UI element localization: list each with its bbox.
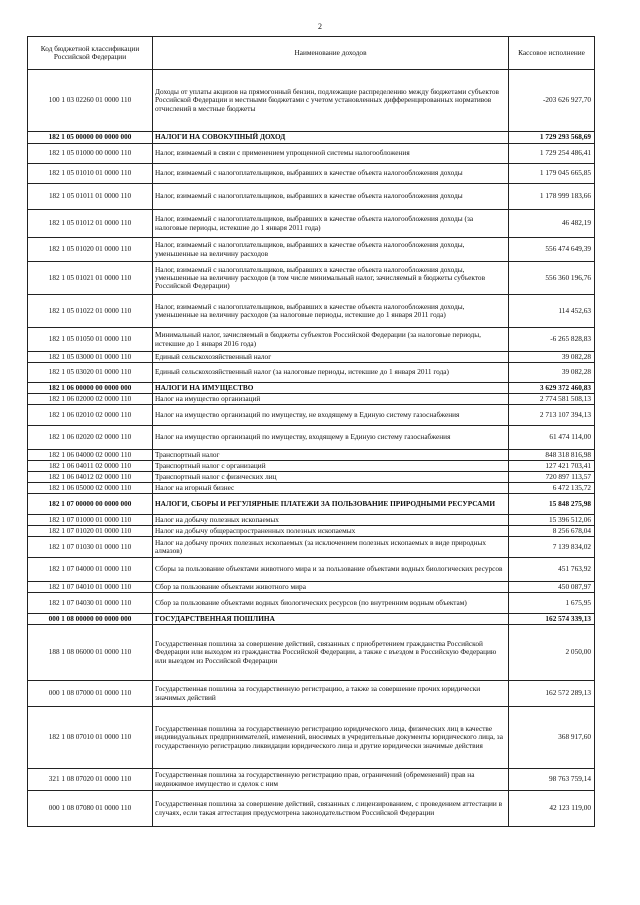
row-amount: 39 082,28: [509, 352, 595, 363]
row-code: 182 1 07 01020 01 0000 110: [28, 526, 153, 537]
row-code: 182 1 06 05000 02 0000 110: [28, 483, 153, 494]
table-row: [28, 625, 595, 681]
row-code: 182 1 05 01021 01 0000 110: [28, 262, 153, 295]
row-amount: 368 917,60: [509, 707, 595, 769]
row-name: Налог на имущество организаций: [153, 394, 509, 405]
table-row: [28, 405, 595, 426]
row-amount: 1 675,95: [509, 593, 595, 614]
row-amount: 1 179 045 665,85: [509, 164, 595, 184]
row-name: Налог, взимаемый с налогоплательщиков, выбравших в качестве объекта налогообложения доходы: [153, 184, 509, 210]
row-amount: 1 729 293 568,69: [509, 132, 595, 144]
row-amount: 15 396 512,06: [509, 515, 595, 526]
row-name: Транспортный налог с физических лиц: [153, 472, 509, 483]
table-row: [28, 537, 595, 558]
table-row: [28, 526, 595, 537]
row-code: 182 1 07 04000 01 0000 110: [28, 558, 153, 582]
row-amount: 1 729 254 486,41: [509, 144, 595, 164]
table-row: [28, 132, 595, 144]
row-name: Налог, взимаемый с налогоплательщиков, выбравших в качестве объекта налогообложения доходы (за налоговые периоды, истекшие до 1 января 2011 года): [153, 210, 509, 238]
table-row: [28, 461, 595, 472]
row-amount: 556 360 196,76: [509, 262, 595, 295]
table-row: [28, 681, 595, 707]
row-name: Сборы за пользование объектами животного мира и за пользование объектами водных биологических ресурсов: [153, 558, 509, 582]
row-name: Государственная пошлина за государственную регистрацию прав, ограничений (обременений) прав на недвижимое имущество и сделок с ним: [153, 769, 509, 791]
table-row: [28, 164, 595, 184]
row-name: Транспортный налог: [153, 450, 509, 461]
table-row: [28, 582, 595, 593]
row-name: Налог, взимаемый с налогоплательщиков, выбравших в качестве объекта налогообложения доходы, уменьшенные на величину расходов: [153, 238, 509, 262]
row-amount: 8 256 678,04: [509, 526, 595, 537]
row-amount: 2 050,00: [509, 625, 595, 681]
row-code: 182 1 05 01000 00 0000 110: [28, 144, 153, 164]
row-amount: 7 139 834,02: [509, 537, 595, 558]
table-row: [28, 614, 595, 625]
row-code: 182 1 07 01000 01 0000 110: [28, 515, 153, 526]
row-amount: 15 848 275,98: [509, 494, 595, 515]
row-amount: 1 178 999 183,66: [509, 184, 595, 210]
row-code: 182 1 07 04030 01 0000 110: [28, 593, 153, 614]
row-code: 182 1 05 01050 01 0000 110: [28, 328, 153, 352]
row-amount: 450 087,97: [509, 582, 595, 593]
page-number: 2: [318, 22, 322, 31]
row-amount: 3 629 372 460,83: [509, 383, 595, 394]
table-row: [28, 426, 595, 450]
row-code: 321 1 08 07020 01 0000 110: [28, 769, 153, 791]
row-code: 182 1 07 01030 01 0000 110: [28, 537, 153, 558]
row-amount: 6 472 135,72: [509, 483, 595, 494]
row-code: 182 1 06 04000 02 0000 110: [28, 450, 153, 461]
header-name: Наименование доходов: [153, 37, 509, 70]
row-code: 182 1 05 01011 01 0000 110: [28, 184, 153, 210]
row-code: 182 1 06 02010 02 0000 110: [28, 405, 153, 426]
row-name: НАЛОГИ НА ИМУЩЕСТВО: [153, 383, 509, 394]
row-name: Налог на имущество организаций по имуществу, входящему в Единую систему газоснабжения: [153, 426, 509, 450]
table-row: [28, 238, 595, 262]
table-row: [28, 184, 595, 210]
row-code: 182 1 06 04012 02 0000 110: [28, 472, 153, 483]
table-row: [28, 328, 595, 352]
row-name: Налог, взимаемый с налогоплательщиков, выбравших в качестве объекта налогообложения доходы, уменьшенные на величину расходов (в том числе минимальный налог, зачисляемый в бюджеты субъектов Российской Федерации): [153, 262, 509, 295]
row-name: Государственная пошлина за совершение действий, связанных с лицензированием, с проведением аттестации в случаях, если такая аттестация предусмотрена законодательством Российской Федерации: [153, 791, 509, 827]
row-name: Государственная пошлина за совершение действий, связанных с приобретением гражданства Российской Федерации или выходом из гражданства Российской Федерации, а также с въездом в Российскую Федерацию или выездом из Российской Федерации: [153, 625, 509, 681]
row-code: 182 1 05 03020 01 0000 110: [28, 363, 153, 383]
row-code: 182 1 06 04011 02 0000 110: [28, 461, 153, 472]
table-row: [28, 515, 595, 526]
row-amount: 61 474 114,00: [509, 426, 595, 450]
row-name: Налог на добычу прочих полезных ископаемых (за исключением полезных ископаемых в виде природных алмазов): [153, 537, 509, 558]
row-amount: 162 572 289,13: [509, 681, 595, 707]
table-header-row: [28, 37, 595, 70]
table-row: [28, 144, 595, 164]
row-code: 182 1 08 07010 01 0000 110: [28, 707, 153, 769]
row-name: ГОСУДАРСТВЕННАЯ ПОШЛИНА: [153, 614, 509, 625]
row-name: Сбор за пользование объектами водных биологических ресурсов (по внутренним водным объектам): [153, 593, 509, 614]
table-row: [28, 295, 595, 328]
table-row: [28, 262, 595, 295]
row-name: Единый сельскохозяйственный налог: [153, 352, 509, 363]
row-code: 182 1 06 02020 02 0000 110: [28, 426, 153, 450]
row-amount: 127 421 703,41: [509, 461, 595, 472]
row-amount: 848 318 816,98: [509, 450, 595, 461]
table-row: [28, 394, 595, 405]
table-row: [28, 383, 595, 394]
row-amount: 98 763 759,14: [509, 769, 595, 791]
table-row: [28, 483, 595, 494]
table-body: [28, 70, 595, 827]
row-code: 182 1 05 01012 01 0000 110: [28, 210, 153, 238]
row-amount: 720 897 113,57: [509, 472, 595, 483]
table-row: [28, 70, 595, 132]
row-amount: 556 474 649,39: [509, 238, 595, 262]
row-code: 182 1 05 00000 00 0000 000: [28, 132, 153, 144]
table-row: [28, 352, 595, 363]
row-name: Налог, взимаемый в связи с применением упрощенной системы налогообложения: [153, 144, 509, 164]
row-amount: 162 574 339,13: [509, 614, 595, 625]
row-code: 188 1 08 06000 01 0000 110: [28, 625, 153, 681]
table-row: [28, 210, 595, 238]
table-row: [28, 472, 595, 483]
row-amount: 39 082,28: [509, 363, 595, 383]
row-code: 000 1 08 07080 01 0000 110: [28, 791, 153, 827]
row-name: Минимальный налог, зачисляемый в бюджеты субъектов Российской Федерации (за налоговые периоды, истекшие до 1 января 2016 года): [153, 328, 509, 352]
row-name: НАЛОГИ, СБОРЫ И РЕГУЛЯРНЫЕ ПЛАТЕЖИ ЗА ПОЛЬЗОВАНИЕ ПРИРОДНЫМИ РЕСУРСАМИ: [153, 494, 509, 515]
row-code: 182 1 07 00000 00 0000 000: [28, 494, 153, 515]
row-code: 100 1 03 02260 01 0000 110: [28, 70, 153, 132]
row-name: Налог на имущество организаций по имуществу, не входящему в Единую систему газоснабжения: [153, 405, 509, 426]
table-row: [28, 707, 595, 769]
table-row: [28, 791, 595, 827]
row-amount: 451 763,92: [509, 558, 595, 582]
row-code: 182 1 05 03000 01 0000 110: [28, 352, 153, 363]
row-name: Налог на игорный бизнес: [153, 483, 509, 494]
row-name: Налог на добычу общераспространенных полезных ископаемых: [153, 526, 509, 537]
row-amount: 46 482,19: [509, 210, 595, 238]
row-amount: -203 626 927,70: [509, 70, 595, 132]
row-code: 000 1 08 00000 00 0000 000: [28, 614, 153, 625]
row-code: 182 1 06 02000 02 0000 110: [28, 394, 153, 405]
revenue-table: [27, 36, 595, 827]
row-name: Доходы от уплаты акцизов на прямогонный бензин, подлежащие распределению между бюджетами субъектов Российской Федерации и местными бюджетами с учетом установленных дифференцированных нормативов отчислений в местные бюджеты: [153, 70, 509, 132]
row-amount: 114 452,63: [509, 295, 595, 328]
row-name: Налог, взимаемый с налогоплательщиков, выбравших в качестве объекта налогообложения доходы, уменьшенные на величину расходов (за налоговые периоды, истекшие до 1 января 2011 года): [153, 295, 509, 328]
row-name: Государственная пошлина за государственную регистрацию, а также за совершение прочих юридически значимых действий: [153, 681, 509, 707]
table-row: [28, 593, 595, 614]
table-row: [28, 363, 595, 383]
row-name: Сбор за пользование объектами животного мира: [153, 582, 509, 593]
row-name: Транспортный налог с организаций: [153, 461, 509, 472]
row-code: 182 1 06 00000 00 0000 000: [28, 383, 153, 394]
row-code: 182 1 05 01010 01 0000 110: [28, 164, 153, 184]
table-row: [28, 558, 595, 582]
table-row: [28, 494, 595, 515]
table-row: [28, 769, 595, 791]
row-name: Налог на добычу полезных ископаемых: [153, 515, 509, 526]
header-code: Код бюджетной классификации Российской Федерации: [28, 37, 153, 70]
row-code: 182 1 05 01022 01 0000 110: [28, 295, 153, 328]
row-amount: 2 774 581 508,13: [509, 394, 595, 405]
row-amount: -6 265 828,83: [509, 328, 595, 352]
row-code: 182 1 05 01020 01 0000 110: [28, 238, 153, 262]
row-name: НАЛОГИ НА СОВОКУПНЫЙ ДОХОД: [153, 132, 509, 144]
row-code: 000 1 08 07000 01 0000 110: [28, 681, 153, 707]
row-name: Единый сельскохозяйственный налог (за налоговые периоды, истекшие до 1 января 2011 года): [153, 363, 509, 383]
row-name: Налог, взимаемый с налогоплательщиков, выбравших в качестве объекта налогообложения доходы: [153, 164, 509, 184]
row-amount: 42 123 119,00: [509, 791, 595, 827]
row-code: 182 1 07 04010 01 0000 110: [28, 582, 153, 593]
header-amount: Кассовое исполнение: [509, 37, 595, 70]
row-amount: 2 713 107 394,13: [509, 405, 595, 426]
row-name: Государственная пошлина за государственную регистрацию юридического лица, физических лиц в качестве индивидуальных предпринимателей, изменений, вносимых в учредительные документы юридического лица, за государственную регистрацию ликвидации юридического лица и другие юридически значимые действия: [153, 707, 509, 769]
table-row: [28, 450, 595, 461]
